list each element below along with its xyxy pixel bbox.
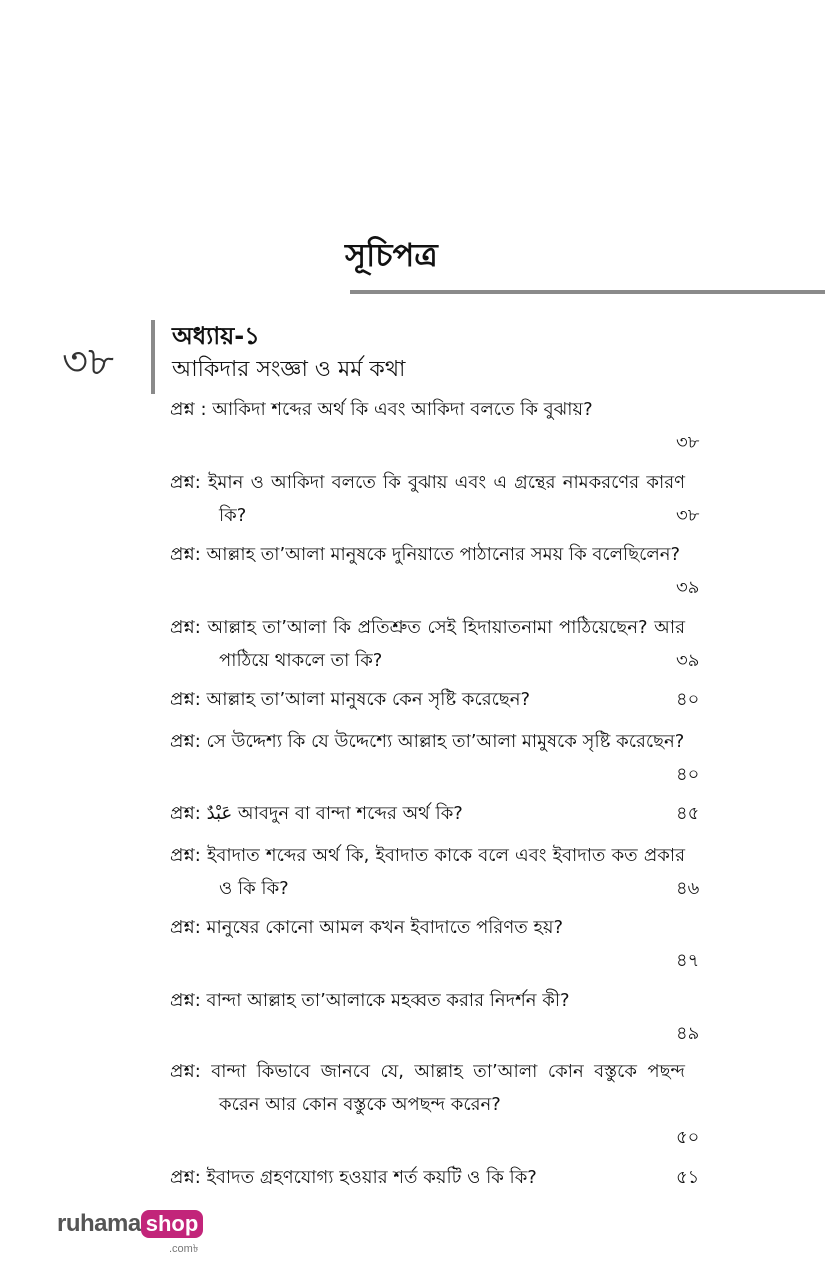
toc-entry-text: প্রশ্ন: ইবাদাত শব্দের অর্থ কি, ইবাদাত কাকে বলে এবং ইবাদাত কত প্রকার ও কি কি? — [170, 845, 685, 899]
toc-entry-text: প্রশ্ন: ইবাদত গ্রহণযোগ্য হওয়ার শর্ত কয়টি ও কি কি? — [170, 1167, 537, 1188]
toc-entry-text: প্রশ্ন : আকিদা শব্দের অর্থ কি এবং আকিদা বলতে কি বুঝায়? — [170, 399, 593, 420]
toc-entry-page: ৪৯ — [676, 1023, 700, 1044]
toc-entry-text: প্রশ্ন: আল্লাহ তা’আলা মানুষকে দুনিয়াতে পাঠানোর সময় কি বলেছিলেন? — [170, 544, 681, 565]
toc-entry-text: প্রশ্ন: সে উদ্দেশ্য কি যে উদ্দেশ্যে আল্লাহ তা’আলা মামুষকে সৃষ্টি করেছেন? — [170, 731, 685, 752]
toc-entry-text: প্রশ্ন: আল্লাহ তা’আলা মানুষকে কেন সৃষ্টি করেছেন? — [170, 689, 531, 710]
toc-entry-text: প্রশ্ন: ইমান ও আকিদা বলতে কি বুঝায় এবং এ গ্রন্থের নামকরণের কারণ কি? — [170, 472, 685, 526]
logo-shop-badge: shop — [141, 1210, 204, 1238]
toc-entry-text: প্রশ্ন: মানুষের কোনো আমল কখন ইবাদাতে পরিণত হয়? — [170, 917, 564, 938]
toc-entry-page: ৩৯ — [676, 650, 700, 671]
toc-entry-page: ৩৮ — [676, 432, 700, 453]
logo-ruhama-text: ruhama — [57, 1210, 141, 1237]
toc-entry-text: প্রশ্ন: বান্দা কিভাবে জানবে যে, আল্লাহ তা’আলা কোন বস্তুকে পছন্দ করেন আর কোন বস্তুকে অপছন্দ করেন? — [170, 1061, 685, 1115]
chapter-label: অধ্যায়-১ — [172, 322, 260, 350]
toc-entry-text: প্রশ্ন: عَبْدٌ আবদুন বা বান্দা শব্দের অর্থ কি? — [170, 803, 463, 824]
toc-entry-page: ৫০ — [676, 1127, 700, 1148]
toc-entry-page: ৪৭ — [676, 950, 700, 971]
toc-entry-text: প্রশ্ন: বান্দা আল্লাহ তা’আলাকে মহব্বত করার নিদর্শন কী? — [170, 990, 570, 1011]
toc-entry-page: ৪০ — [676, 764, 700, 785]
toc-entry-page: ৪০ — [676, 689, 700, 710]
toc-entry-page: ৩৮ — [676, 505, 700, 526]
title-rule — [350, 290, 825, 294]
page-title: সূচিপত্র — [345, 236, 438, 274]
ruhamashop-logo — [57, 1210, 203, 1255]
chapter-divider — [151, 320, 155, 394]
toc-entry-page: ৩৯ — [676, 577, 700, 598]
toc-entry-page: ৪৬ — [676, 878, 700, 899]
chapter-title: আকিদার সংজ্ঞা ও মর্ম কথা — [172, 357, 406, 382]
chapter-page-number: ৩৮ — [62, 339, 114, 385]
logo-com-text: .com৳ — [169, 1243, 199, 1255]
toc-entry-page: ৫১ — [676, 1167, 700, 1188]
toc-entry-text: প্রশ্ন: আল্লাহ তা’আলা কি প্রতিশ্রুত সেই হিদায়াতনামা পাঠিয়েছেন? আর পাঠিয়ে থাকলে তা কি? — [170, 617, 685, 671]
toc-entry-page: ৪৫ — [676, 803, 700, 824]
